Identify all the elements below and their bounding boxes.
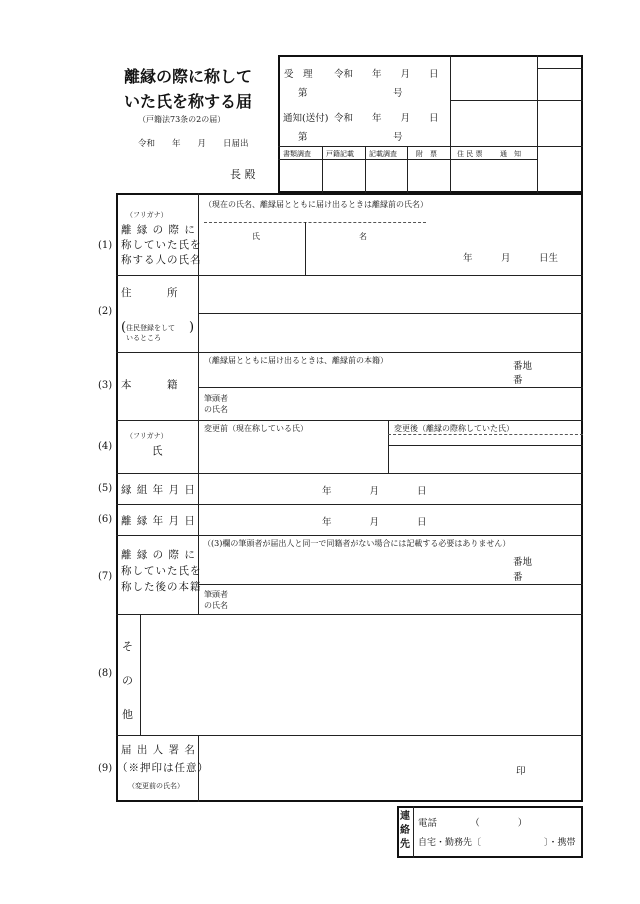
row6-label: 離 縁 年 月 日 xyxy=(121,515,196,527)
surname-label: 氏 xyxy=(252,232,260,241)
check-notification: 通 知 xyxy=(500,150,521,158)
row9-label-line2: （※押印は任意） xyxy=(117,762,209,774)
addressee: 長 殿 xyxy=(230,168,256,181)
row4-label: 氏 xyxy=(152,445,164,457)
row7-banchi: 番地 xyxy=(513,557,533,568)
row7-ban: 番 xyxy=(513,572,523,583)
row1-furigana-label: （フリガナ） xyxy=(126,211,168,219)
adoption-date[interactable]: 年 月 日 xyxy=(322,486,427,497)
surname-field[interactable] xyxy=(204,223,304,273)
row3-head-line1: 筆頭者 xyxy=(204,394,228,403)
row1-label-line3: 称する人の氏名 xyxy=(121,254,202,266)
row9-label-line1: 届 出 人 署 名 xyxy=(121,744,196,756)
birth-date-label: 年 月 日生 xyxy=(463,253,559,264)
row9-label-line3: （変更前の氏名） xyxy=(128,782,184,790)
row4-number: (4) xyxy=(98,441,113,452)
row1-note: （現在の氏名、離縁届とともに届け出るときは離縁前の氏名） xyxy=(204,200,428,209)
contact-box xyxy=(397,806,583,858)
row7-label-line1: 離 縁 の 際 に xyxy=(121,549,196,561)
row7-head-line1: 筆頭者 xyxy=(204,590,228,599)
check-entry-review: 記載調査 xyxy=(369,150,397,158)
check-document-review: 書類調査 xyxy=(283,150,311,158)
notice-label: 通知(送付) xyxy=(283,113,329,124)
row2-number: (2) xyxy=(98,306,113,317)
row3-banchi: 番地 xyxy=(513,361,533,372)
row7-label-line3: 称した後の本籍 xyxy=(121,581,202,593)
contact-type[interactable]: 自宅・勤務先〔 〕・携帯 xyxy=(418,838,576,848)
filing-date: 令和 年 月 日届出 xyxy=(138,139,249,149)
signature-field[interactable] xyxy=(200,737,500,800)
received-number: 第 号 xyxy=(298,88,403,99)
surname-after-label: 変更後（離縁の際称していた氏） xyxy=(394,424,514,433)
form-title-line1: 離縁の際に称して xyxy=(124,67,253,86)
check-register-entry: 戸籍記載 xyxy=(326,150,354,158)
row1-label-line1: 離 縁 の 際 に xyxy=(121,224,196,236)
contact-phone[interactable]: 電話 （ ） xyxy=(418,818,528,829)
check-resident-record: 住 民 票 xyxy=(457,150,483,158)
form-title-line2: いた氏を称する届 xyxy=(124,92,253,111)
row8-number: (8) xyxy=(98,668,113,679)
row3-head-line2: の氏名 xyxy=(204,405,228,414)
received-date: 令和 年 月 日 xyxy=(334,69,439,80)
row6-number: (6) xyxy=(98,514,113,525)
row8-label: その他 xyxy=(122,640,134,721)
row7-head-line2: の氏名 xyxy=(204,601,228,610)
check-attached-slip: 附 票 xyxy=(416,150,437,158)
row3-note: （離縁届とともに届け出るときは、離縁前の本籍） xyxy=(204,356,388,365)
domicile-field[interactable] xyxy=(200,366,500,386)
row1-number: (1) xyxy=(98,240,113,251)
row2-label: 住 所 xyxy=(121,287,179,299)
other-notes-field[interactable] xyxy=(142,616,580,733)
surname-before-label: 変更前（現在称している氏） xyxy=(204,424,308,433)
row5-label: 縁 組 年 月 日 xyxy=(121,484,196,496)
contact-label: 連絡先 xyxy=(400,811,410,850)
surname-before-field[interactable] xyxy=(200,436,386,471)
row7-label-line2: 称していた氏を xyxy=(121,565,202,577)
notice-number: 第 号 xyxy=(298,132,403,143)
received-label: 受 理 xyxy=(284,69,313,80)
surname-after-field[interactable] xyxy=(390,447,580,471)
given-name-field[interactable] xyxy=(307,223,427,273)
row2-sub-paren-open: ( xyxy=(121,320,127,335)
new-domicile-field[interactable] xyxy=(200,552,500,582)
seal-mark: 印 xyxy=(516,766,526,777)
row4-furigana-label: （フリガナ） xyxy=(126,432,168,440)
row2-sub-paren-close: ) xyxy=(189,320,195,335)
row2-sub-line1: 住民登録をして xyxy=(126,324,175,332)
row7-note: （(3)欄の筆頭者が届出人と同一で同籍者がない場合には記載する必要はありません） xyxy=(203,539,511,548)
row5-number: (5) xyxy=(98,483,113,494)
address-field[interactable] xyxy=(200,277,580,349)
row9-number: (9) xyxy=(98,763,113,774)
form-subtitle: （戸籍法73条の2の届） xyxy=(138,115,226,124)
row7-number: (7) xyxy=(98,571,113,582)
new-domicile-head-field[interactable] xyxy=(240,586,580,612)
row3-label: 本 籍 xyxy=(121,379,179,391)
row3-ban: 番 xyxy=(513,375,523,386)
row2-sub-line2: いるところ xyxy=(126,334,161,342)
row3-number: (3) xyxy=(98,380,113,391)
dissolution-date[interactable]: 年 月 日 xyxy=(322,517,427,528)
notice-date: 令和 年 月 日 xyxy=(334,113,439,124)
row1-label-line2: 称していた氏を xyxy=(121,239,202,251)
domicile-head-field[interactable] xyxy=(240,389,580,418)
given-name-label: 名 xyxy=(359,232,367,241)
